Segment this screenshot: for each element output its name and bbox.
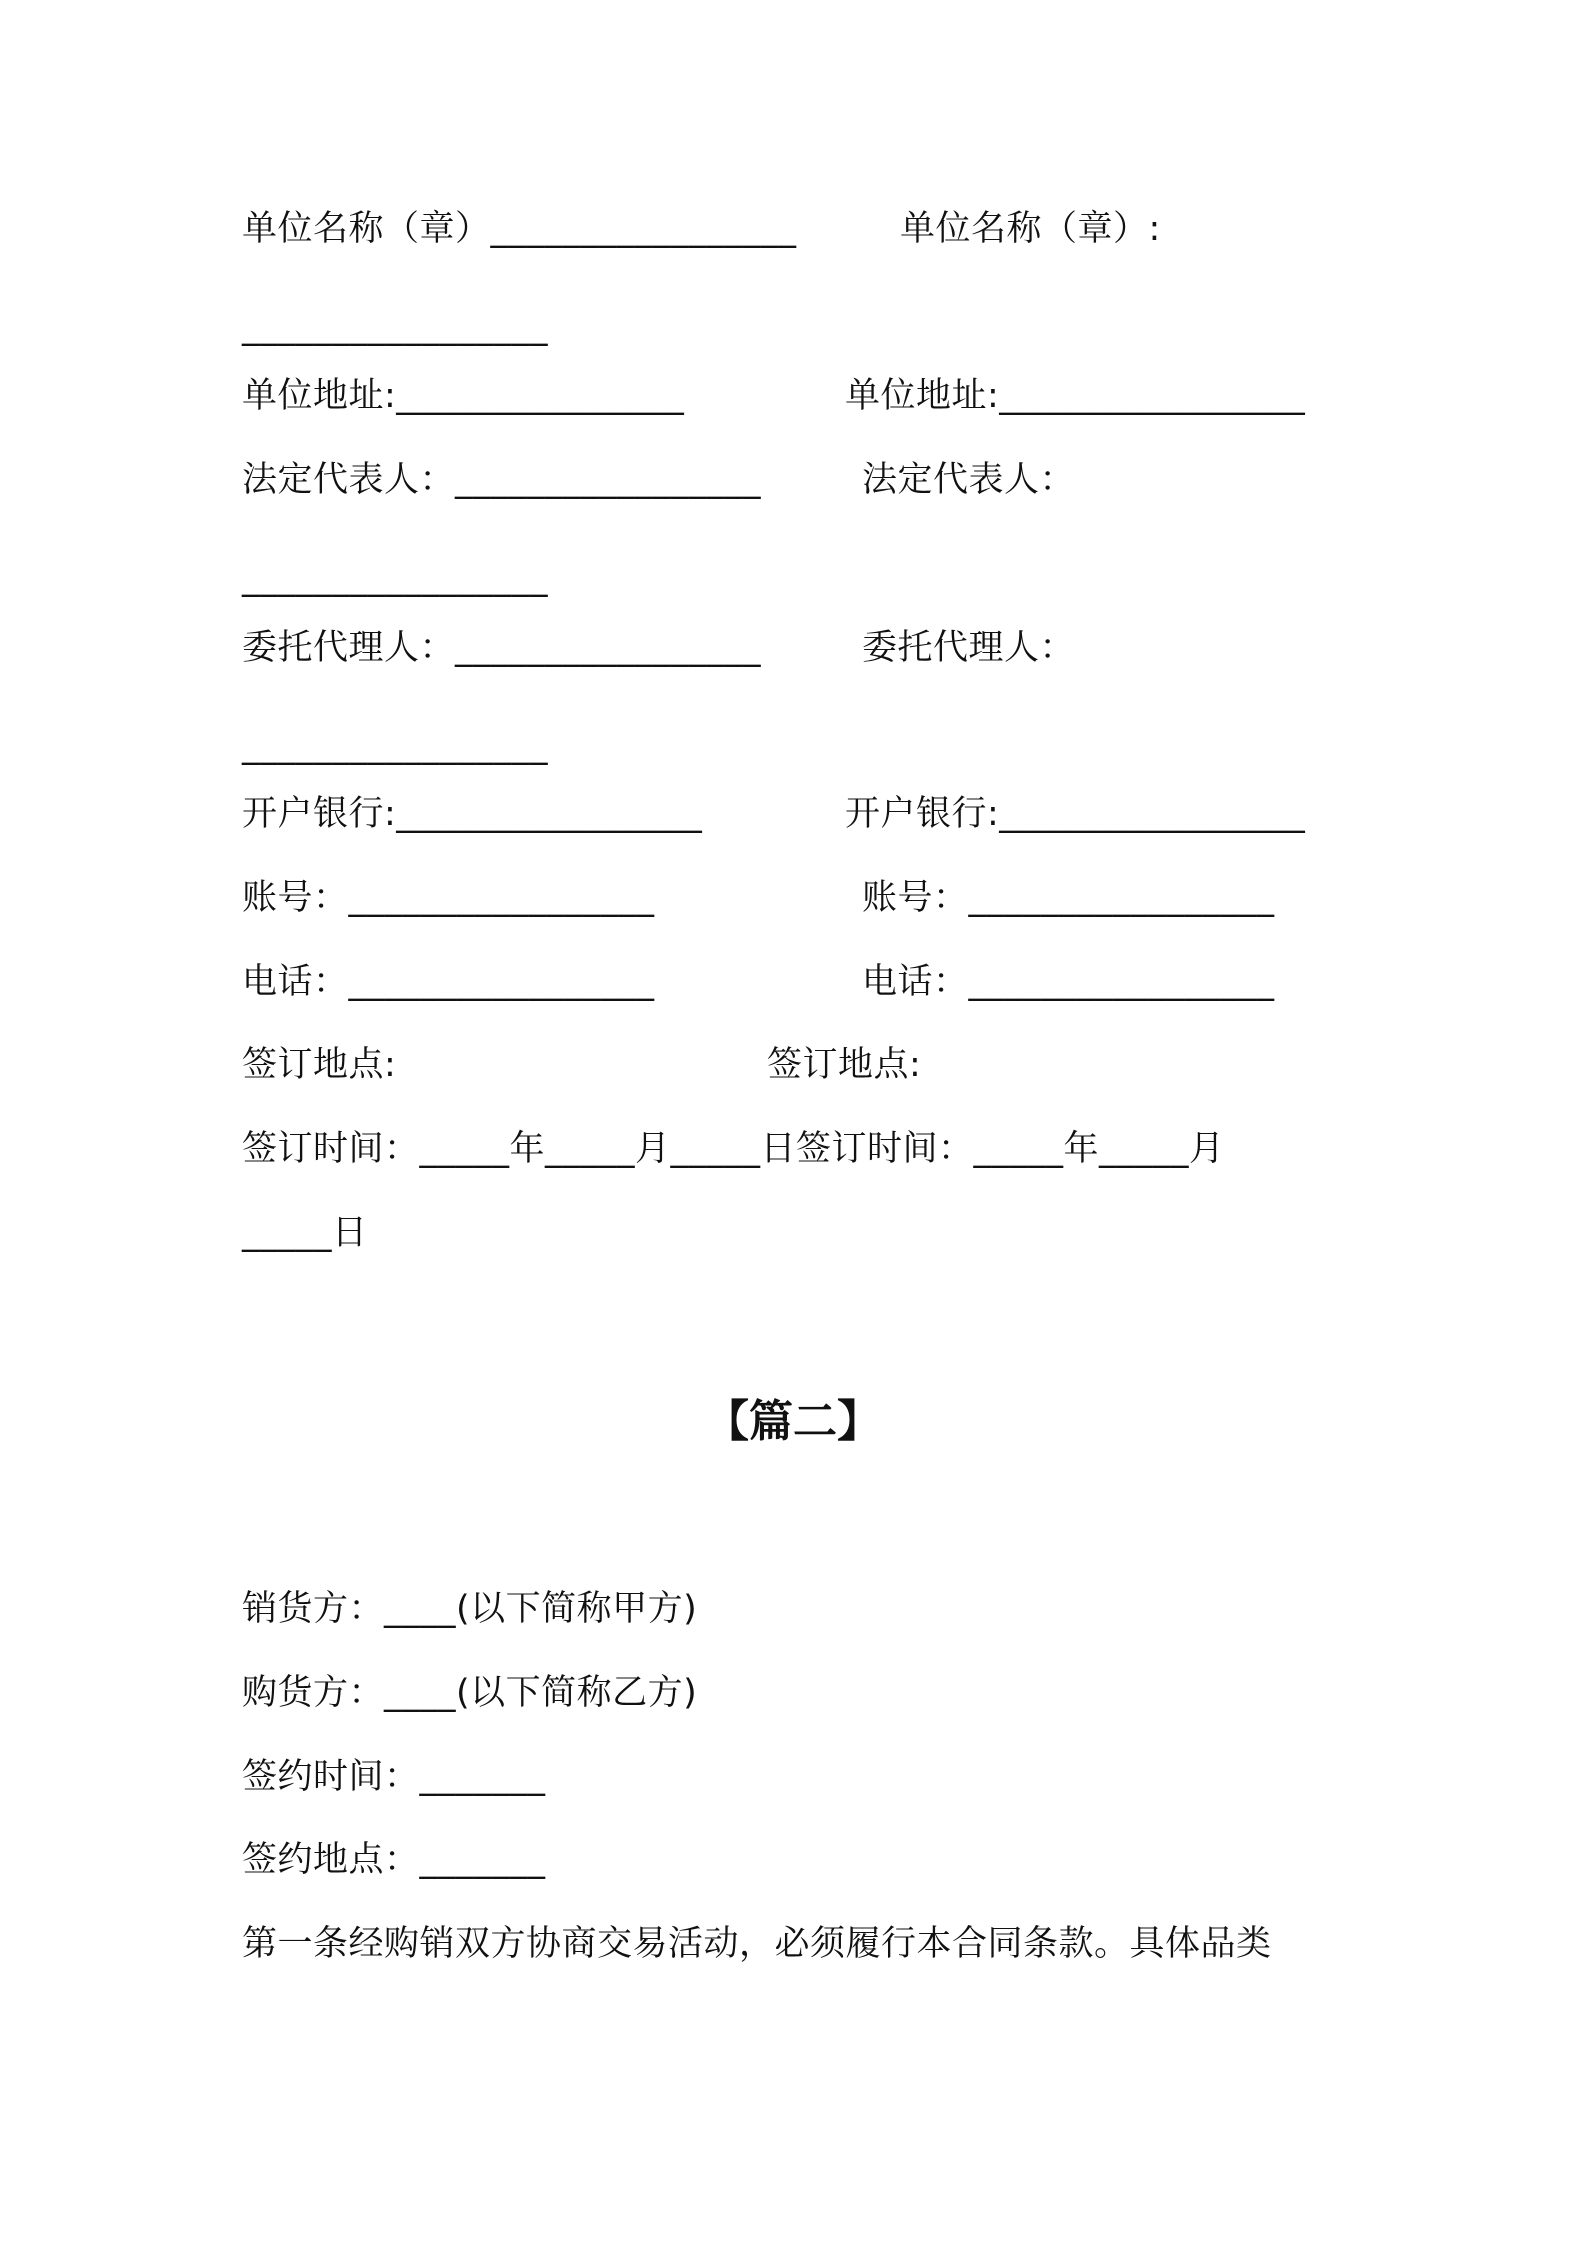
legal-rep-party-b: 法定代表人： xyxy=(862,460,1076,500)
section-heading: 【篇二】 xyxy=(705,1396,881,1447)
agent-party-b: 委托代理人： xyxy=(862,628,1076,668)
bank-party-a: 开户银行:_________________ xyxy=(242,794,703,834)
sign-time-field: 签约时间：_______ xyxy=(242,1757,546,1797)
sign-time-line: 签订时间：_____年_____月_____日签订时间：_____年_____月 xyxy=(242,1129,1225,1169)
seller-line: 销货方：____(以下简称甲方) xyxy=(242,1589,698,1629)
phone-party-b: 电话：_________________ xyxy=(862,962,1275,1002)
address-party-a: 单位地址:________________ xyxy=(242,376,685,416)
sign-place-party-a: 签订地点: xyxy=(242,1045,397,1085)
address-party-b: 单位地址:_________________ xyxy=(845,376,1306,416)
account-party-a: 账号：_________________ xyxy=(242,878,655,918)
agent-party-a: 委托代理人：_________________ xyxy=(242,628,762,668)
sign-place-field: 签约地点：_______ xyxy=(242,1840,546,1880)
legal-rep-party-a: 法定代表人：_________________ xyxy=(242,460,762,500)
unit-name-party-a: 单位名称（章）_________________ xyxy=(242,209,797,249)
phone-party-a: 电话：_________________ xyxy=(242,962,655,1002)
sign-time-line-continued: _____日 xyxy=(242,1213,368,1253)
buyer-line: 购货方：____(以下简称乙方) xyxy=(242,1673,698,1713)
unit-name-party-b: 单位名称（章）: xyxy=(900,209,1161,249)
bank-party-b: 开户银行:_________________ xyxy=(845,794,1306,834)
legal-rep-party-b-continued: _________________ xyxy=(242,558,548,598)
account-party-b: 账号：_________________ xyxy=(862,878,1275,918)
unit-name-party-b-continued: _________________ xyxy=(242,307,548,347)
sign-place-party-b: 签订地点: xyxy=(767,1045,922,1085)
agent-party-b-continued: _________________ xyxy=(242,726,548,766)
article-1: 第一条经购销双方协商交易活动，必须履行本合同条款。具体品类 xyxy=(242,1924,1272,1964)
